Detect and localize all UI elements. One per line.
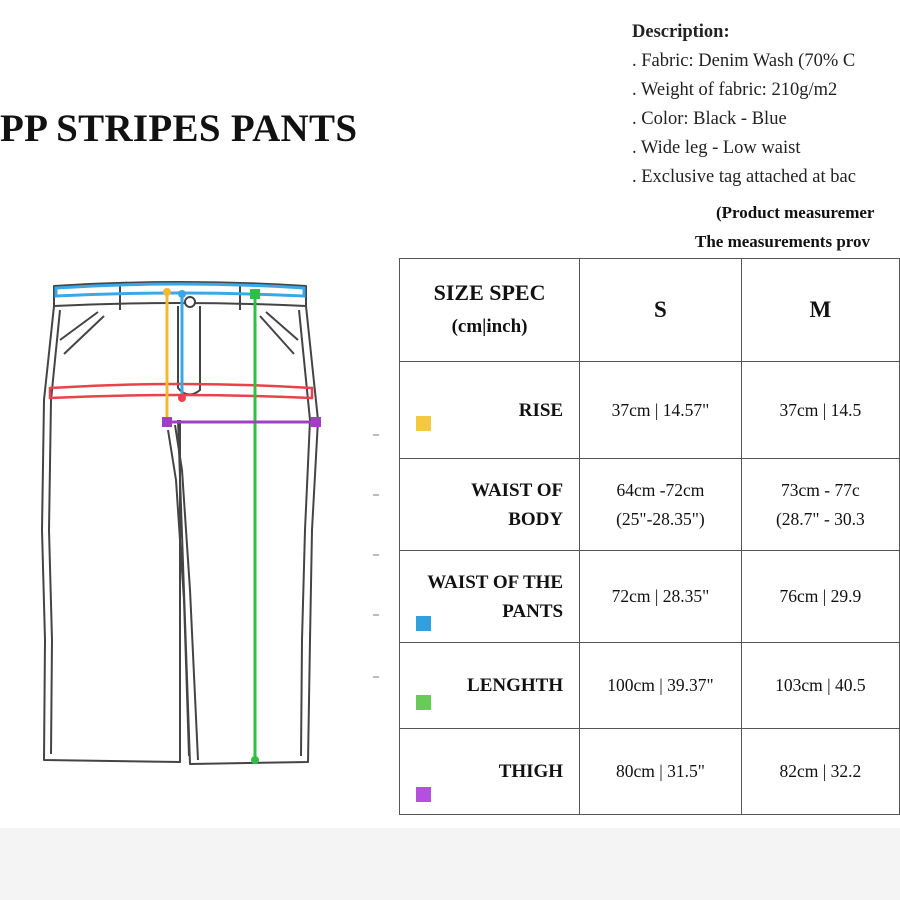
value-cell: 64cm -72cm (25"-28.35") [580, 459, 742, 551]
scale-tick [373, 434, 379, 436]
table-row [400, 729, 900, 815]
row-label-waist-of-the-pants: WAIST OF THE PANTS [400, 551, 580, 643]
description-item: . Weight of fabric: 210g/m2 [632, 80, 838, 100]
table-row [400, 551, 900, 643]
row-label-waist-of-body: WAIST OF BODY [400, 459, 580, 551]
measurement-note: (Product measuremer [716, 203, 875, 222]
row-label-rise: RISE [400, 362, 580, 459]
row-label-length: LENGHTH [400, 643, 580, 729]
description-item: . Color: Black - Blue [632, 109, 787, 129]
description-item: . Exclusive tag attached at bac [632, 167, 856, 187]
table-row [400, 643, 900, 729]
product-title: PP STRIPES PANTS [0, 107, 358, 150]
value-cell: 37cm | 14.5 [741, 362, 899, 459]
scale-tick [373, 614, 379, 616]
description-block [632, 18, 856, 192]
scale-tick [373, 554, 379, 556]
value-cell: 103cm | 40.5 [741, 643, 899, 729]
value-cell: 82cm | 32.2 [741, 729, 899, 815]
size-spec-table [399, 258, 900, 815]
pants-measurement-diagram [30, 270, 340, 770]
table-row [400, 362, 900, 459]
measurement-provided-note: The measurements prov [695, 232, 871, 251]
thigh-swatch [416, 787, 431, 802]
scale-tick [373, 494, 379, 496]
size-s-header: S [580, 259, 742, 362]
rise-swatch [416, 416, 431, 431]
size-m-header: M [741, 259, 899, 362]
description-heading: Description: [632, 22, 730, 42]
table-header-row [400, 259, 900, 362]
length-swatch [416, 695, 431, 710]
pants-outline [42, 282, 318, 764]
value-cell: 72cm | 28.35" [580, 551, 742, 643]
waist-of-the-pants-swatch [416, 616, 431, 631]
description-item: . Fabric: Denim Wash (70% C [632, 51, 856, 71]
size-spec-header: SIZE SPEC (cm|inch) [400, 259, 580, 362]
row-label-thigh: THIGH [400, 729, 580, 815]
description-item: . Wide leg - Low waist [632, 138, 801, 158]
value-cell: 100cm | 39.37" [580, 643, 742, 729]
table-row [400, 459, 900, 551]
value-cell: 37cm | 14.57" [580, 362, 742, 459]
scale-tick [373, 676, 379, 678]
value-cell: 76cm | 29.9 [741, 551, 899, 643]
value-cell: 73cm - 77c (28.7" - 30.3 [741, 459, 899, 551]
value-cell: 80cm | 31.5" [580, 729, 742, 815]
